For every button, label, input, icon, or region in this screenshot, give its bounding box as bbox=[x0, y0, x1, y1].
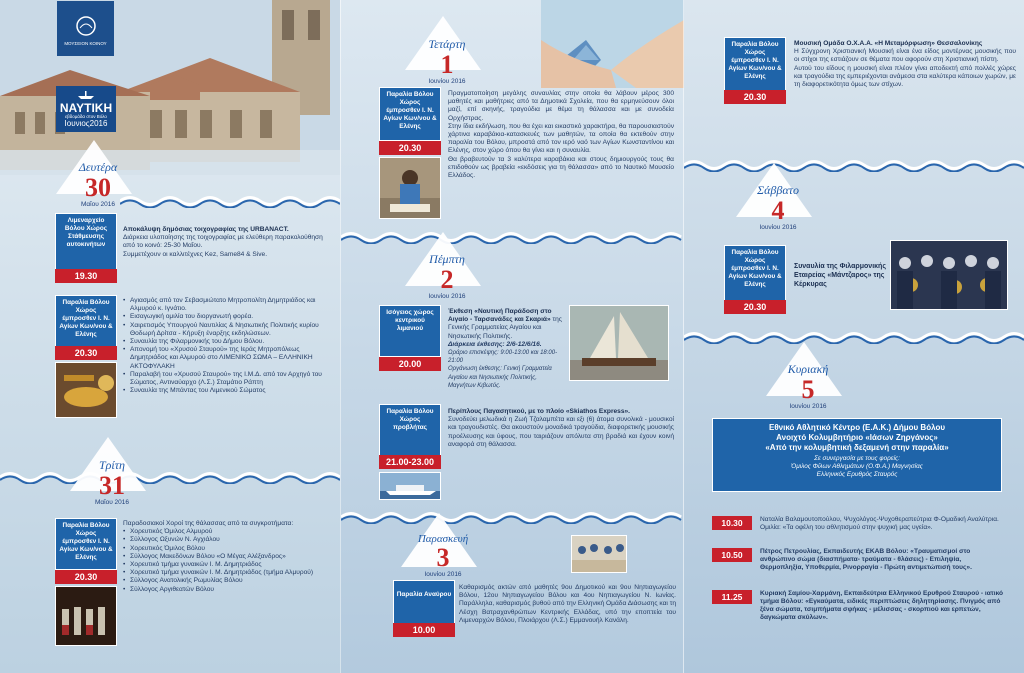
day-name: Τρίτη bbox=[98, 458, 125, 472]
event-paragraph: Θα βραβευτούν τα 3 καλύτερα καραβάκια και στους δημιουργούς τους θα επιδοθούν ως βραβεία «εκδόσεις για τη θάλασσα» από το Ναυτικό Μουσείο Ελλάδος. bbox=[448, 155, 674, 180]
venue-label: Παραλία Αναύρου bbox=[393, 580, 455, 624]
list-item: • Παραλαβή του «Χρυσού Σταυρού» της Ι.Μ.Δ. από τον Αρχηγό του Σώματος, Αντιναύαρχο (Λ.Σ.) Σταμάτιο Ράπτη bbox=[123, 371, 328, 387]
list-item: • Αγιασμός από τον Σεβασμιώτατο Μητροπολίτη Δημητριάδος και Αλμυρού κ. Ιγνάτιο. bbox=[123, 297, 328, 313]
day-number: 4 bbox=[771, 196, 785, 225]
event-line: της Γενικής Γραμματείας Αιγαίου και Νησιωτικής Πολιτικής. bbox=[448, 316, 562, 340]
list-item: • Εισαγωγική ομιλία του διοργανωτή φορέα. bbox=[123, 313, 328, 321]
list-item: • Σύλλογος Μακεδόνων Βόλου «Ο Μέγας Αλέξανδρος» bbox=[123, 553, 328, 561]
festival-title bbox=[56, 86, 116, 132]
schedule-time: 10.30 bbox=[712, 516, 752, 530]
day-name: Κυριακή bbox=[787, 362, 829, 376]
event-hours: Ωράριο επισκέψης: 9:00-13:00 και 18:00-21:00 bbox=[448, 350, 558, 365]
banner-line: Όμιλος Φίλων Αθλημάτων (Ο.Φ.Α.) Μαγνησίας bbox=[791, 463, 923, 470]
event-duration: Διάρκεια έκθεσης: 2/6-12/6/16. bbox=[448, 340, 542, 348]
event-time: 21.00-23.00 bbox=[379, 455, 441, 469]
panel-middle bbox=[341, 0, 684, 673]
list-item: • Σύλλογος Ανατολικής Ρωμυλίας Βόλου bbox=[123, 577, 328, 585]
event-description bbox=[794, 262, 886, 289]
title-dates: Ιουνιος2016 bbox=[64, 119, 108, 128]
event-description bbox=[448, 90, 674, 180]
panel-left bbox=[0, 0, 340, 673]
day-number: 5 bbox=[801, 375, 815, 404]
event-time: 20.00 bbox=[379, 357, 441, 371]
list-item: • Συναυλία της Φιλαρμονικής του Δήμου Βόλου. bbox=[123, 338, 328, 346]
event-list bbox=[123, 297, 328, 395]
day-name: Σάββατο bbox=[757, 183, 799, 197]
event-time: 20.30 bbox=[379, 141, 441, 155]
dancers-photo bbox=[55, 586, 117, 646]
ship-icon bbox=[76, 90, 96, 100]
event-line: Συμμετέχουν οι καλλιτέχνες Kez, Same84 & Sive. bbox=[123, 250, 268, 258]
day-month: Ιουνίου 2016 bbox=[428, 293, 466, 300]
banner-line: Εθνικό Αθλητικό Κέντρο (Ε.Α.Κ.) Δήμου Βόλου bbox=[768, 423, 945, 432]
banner-line: Ανοιχτό Κολυμβητήριο «Ιάσων Ζηργάνος» bbox=[776, 433, 938, 442]
day-name: Παρασκευή bbox=[417, 533, 469, 545]
event-time: 19.30 bbox=[55, 269, 117, 283]
day-month: Μαΐου 2016 bbox=[94, 499, 130, 506]
list-item: • Χορευτικός Όμιλος Βόλου bbox=[123, 545, 328, 553]
event-paragraph: Πραγματοποίηση μεγάλης συναυλίας στην οποία θα λάβουν μέρος 300 μαθητές και μαθήτριες από τα Δημοτικά Σχολεία, που θα ερμηνεύσουν όλοι μαζί, επί σκηνής, τραγούδια με θέμα τη θάλασσα και με συνοδεία Ορχήστρας. bbox=[448, 90, 674, 122]
event-time: 20.30 bbox=[55, 570, 117, 584]
list-item: • Σύλλογος Αργιθεατών Βόλου bbox=[123, 586, 328, 594]
venue-label: Παραλία Βόλου Χώρος έμπροσθεν Ι. Ν. Αγίων Κων/νου & Ελένης bbox=[724, 37, 786, 91]
schedule-text: Πέτρος Πετρουλίας, Εκπαιδευτής ΕΚΑΒ Βόλου: «Τραυματισμοί στο ανθρώπινο σώμα (διασπήματα- τραύματα - θλάσεις) - Επιληψία, Θερμοπληξία, Υποθερμία, Ρινορραγία - Πρώτη αντιμετώπισή τους». bbox=[760, 548, 972, 571]
event-paragraph: Αυτού του είδους η μουσική είναι πλέον γίνει αποδεκτή από πολλές χώρες και τραγούδια της εμπεριέχονται ανάμεσα στα καλύτερα κάποιων χωρών, με τη διαφορετικότητα όμως των στίχων. bbox=[794, 64, 1016, 89]
event-title: Αποκάλυψη δημόσιας τοιχογραφίας της URBANACT. bbox=[123, 226, 289, 233]
venue-label: Ισόγειος χώρος κεντρικού λιμανιού bbox=[379, 305, 441, 357]
day-tuesday bbox=[72, 458, 152, 506]
wave-divider bbox=[0, 470, 340, 484]
organizer-logo bbox=[57, 1, 114, 56]
day-number: 1 bbox=[440, 50, 454, 79]
schedule-time: 10.50 bbox=[712, 548, 752, 562]
day-month: Μαΐου 2016 bbox=[80, 201, 116, 208]
schedule-text: Κυριακή Σαμίου-Χαρμάνη, Εκπαιδεύτρια Ελληνικού Ερυθρού Σταυρού - ιατικό τμήμα Βόλου: «Εγκαύματα, ειδικές περιπτώσεις δηλητηρίασης. Πνιγμός από ξένα σώματα, τσιμπήματα σφήκας - μέλισσας - σκορπιού και ερπετών, δαγκώματα σκύλων». bbox=[760, 590, 1004, 621]
banner-line: «Από την κολυμβητική δεξαμενή στην παραλία» bbox=[765, 443, 949, 452]
event-paragraph: Η Σύγχρονη Χριστιανική Μουσική είναι ένα είδος μοντέρνας μουσικής που οι στίχοι της εστιάζουν σε θέματα που αφορούν στη Χριστιανική πίστη. bbox=[794, 48, 1016, 64]
list-item: • Χορευτικός Όμιλος Αλμυρού bbox=[123, 528, 328, 536]
church-photo bbox=[0, 0, 340, 175]
sunday-banner bbox=[712, 418, 1002, 492]
venue-label: Παραλία Βόλου Χώρος προβλήτας bbox=[379, 404, 441, 456]
event-description bbox=[448, 408, 674, 449]
event-description bbox=[794, 40, 1016, 89]
ship-photo bbox=[379, 472, 441, 500]
event-description bbox=[123, 226, 328, 259]
event-title: Έκθεση «Ναυτική Παράδοση στο Αιγαίο - Ταρσανάδες και Σκαριά» bbox=[448, 308, 552, 324]
event-description bbox=[448, 308, 566, 390]
schedule-time: 11.25 bbox=[712, 590, 752, 604]
event-paragraph: Στην ίδια εκδήλωση, που θα έχει και εικαστικό χαρακτήρα, θα παρουσιαστούν χάρτινα καραβάκια-κατασκευές των μαθητών, τα οποία θα εκτεθούν στην παραλία του Βόλου, μπροστά από τον ιερό ναό των Αγίων Κωνσταντίνου και Ελένης, στον χώρο όπου θα γίνει και η συναυλία. bbox=[448, 122, 674, 155]
wave-divider bbox=[684, 330, 1024, 344]
day-sunday bbox=[768, 362, 848, 410]
list-item: • Χορευτικό τμήμα γυναικών Ι. Μ. Δημητριάδος (τμήμα Αλμυρού) bbox=[123, 569, 328, 577]
day-friday bbox=[403, 533, 483, 578]
title-main: ΝΑΥΤΙΚΗ bbox=[59, 101, 113, 115]
trumpet-photo bbox=[55, 362, 117, 418]
title-subtitle: εβδομάδα στον Βόλο bbox=[65, 114, 107, 119]
hands-boat-photo bbox=[541, 0, 684, 88]
event-list bbox=[123, 528, 328, 594]
sailboat-photo bbox=[569, 305, 669, 381]
day-month: Ιουνίου 2016 bbox=[424, 571, 462, 578]
event-title-wrap bbox=[448, 308, 566, 341]
day-number: 2 bbox=[440, 265, 454, 294]
list-item: • Σύλλογος Ωξυνών Ν. Αγχιάλου bbox=[123, 536, 328, 544]
event-time: 20.30 bbox=[724, 90, 786, 104]
event-title: Περίπλους Παγασητικού, με το πλοίο «Skiathos Express». bbox=[448, 408, 631, 415]
event-paragraph: Συνοδεύει μελωδικά η Ζωή Τζαλαμπέτα και εξι (6) άτομα συνολικά - μουσικοί και τραγουδιστές. Θα ακουστούν μοναδικά τραγούδια, διαφορετικής μουσικής προέλευσης και ύφους, που ταιριάζουν απόλυτα στη βραδιά και έχουν κοινή αναφορά στη θάλασσα. bbox=[448, 416, 674, 448]
venue-label: Παραλία Βόλου Χώρος έμπροσθεν Ι. Ν. Αγίων Κων/νου & Ελένης bbox=[55, 518, 117, 570]
event-time: 20.30 bbox=[55, 346, 117, 360]
day-month: Ιουνίου 2016 bbox=[789, 403, 827, 410]
wave-divider bbox=[684, 158, 1024, 172]
panel-right bbox=[684, 0, 1024, 673]
day-name: Τετάρτη bbox=[428, 37, 466, 51]
event-description bbox=[123, 520, 328, 594]
banner-line: Ελληνικός Ερυθρός Σταυρός bbox=[816, 471, 898, 478]
day-saturday bbox=[738, 183, 818, 231]
event-line: Διάρκεια υλοποίησης της τοιχογραφίας με ελεύθερη παρακολούθηση από το κοινό: 25-30 Μαΐου. bbox=[123, 234, 323, 250]
day-month: Ιουνίου 2016 bbox=[428, 78, 466, 85]
day-month: Ιουνίου 2016 bbox=[759, 224, 797, 231]
banner-line: Σε συνεργασία με τους φορείς: bbox=[814, 455, 900, 462]
list-item: • Συναυλία της Μπάντας του Λιμενικού Σώματος bbox=[123, 387, 328, 395]
venue-label: Παραλία Βόλου Χώρος έμπροσθεν Ι. Ν. Αγίων Κων/νου & Ελένης bbox=[724, 245, 786, 301]
event-time: 10.00 bbox=[393, 623, 455, 637]
venue-label: Παραλία Βόλου Χώρος έμπροσθεν Ι. Ν. Αγίων Κων/νου & Ελένης bbox=[55, 295, 117, 347]
venue-label: Παραλία Βόλου Χώρος έμπροσθεν Ι. Ν. Αγίων Κων/νου & Ελένης bbox=[379, 87, 441, 141]
logo-emblem-icon bbox=[75, 15, 97, 37]
event-title: Μουσική Ομάδα Ο.Χ.Α.Α. «Η Μεταμόρφωση» Θεσσαλονίκης bbox=[794, 40, 983, 47]
wave-divider bbox=[341, 230, 684, 244]
event-organizer: Οργάνωση έκθεσης: Γενική Γραμματεία Αιγαίου και Νησιωτικής Πολιτικής, Μαγνήτων Κιβωτός. bbox=[448, 366, 552, 389]
day-number: 30 bbox=[85, 173, 111, 202]
wave-divider bbox=[120, 194, 340, 208]
event-paragraph: Καθαρισμός ακτών από μαθητές 9ου Δημοτικού και 9ου Νηπιαγωγείου Βόλου, 12ου Νηπιαγωγείου Βόλου και 4ου Νηπιαγωγείου Ν. Ιωνίας. Παράλληλα, καθαρισμός βυθού από την Ελληνική Ομάδα Διάσωσης και τη Λέσχη Βατραχανθρώπων Κεντρικής Ελλάδας, υπό την εποπτεία του Λιμεναρχών Βόλου, Πλοιάρχου (Λ.Σ.) Εμμανουήλ Κανάλη. bbox=[459, 584, 676, 624]
list-item: • Απονομή του «Χρυσού Σταυρού» της Ιεράς Μητροπόλεως Δημητριάδος και Αλμυρού στο ΛΙΜΕΝΙΚΟ ΣΩΜΑ – ΕΛΛΗΝΙΚΗ ΑΚΤΟΦΥΛΑΚΗ bbox=[123, 346, 328, 371]
day-wednesday bbox=[407, 37, 487, 85]
venue-label: Λιμεναρχείο Βόλου Χώρος Στάθμευσης αυτοκινήτων bbox=[55, 213, 117, 270]
list-item: • Χαιρετισμός Υπουργού Ναυτιλίας & Νησιωτικής Πολιτικής κυρίου Θοδωρή Δρίτσα - Κήρυξη έναρξης εκδηλώσεων. bbox=[123, 322, 328, 338]
day-thursday bbox=[407, 252, 487, 300]
day-number: 31 bbox=[99, 471, 125, 500]
band-photo bbox=[890, 240, 1008, 310]
event-intro: Παραδοσιακοί Χοροί της θάλασσας από τα συγκροτήματα: bbox=[123, 520, 294, 527]
logo-text: ΜΟΥΣΕΙΟΝ ΚΟΙΝΟΥ bbox=[64, 41, 107, 46]
day-number: 3 bbox=[436, 543, 450, 572]
day-name: Πέμπτη bbox=[429, 252, 465, 266]
event-description bbox=[459, 584, 676, 625]
list-item: • Χορευτικό τμήμα γυναικών Ι. Μ. Δημητριάδος bbox=[123, 561, 328, 569]
schedule-text: Ναταλία Βαλαμουτοπούλου, Ψυχολόγος-Ψυχοθεραπεύτρια Φ-Ομαδική Αναλύτρια. Ομιλία: «Τα οφέλη του αθλητισμού στην ψυχική μας υγεία». bbox=[760, 516, 999, 531]
beach-cleanup-photo bbox=[571, 535, 627, 573]
event-title: Συναυλία της Φιλαρμονικής Εταιρείας «Μάντζαρος» της Κέρκυρας bbox=[794, 263, 886, 288]
event-time: 20.30 bbox=[724, 300, 786, 314]
day-name: Δευτέρα bbox=[78, 160, 118, 174]
wave-divider bbox=[341, 510, 684, 524]
child-painting-photo bbox=[379, 157, 441, 219]
